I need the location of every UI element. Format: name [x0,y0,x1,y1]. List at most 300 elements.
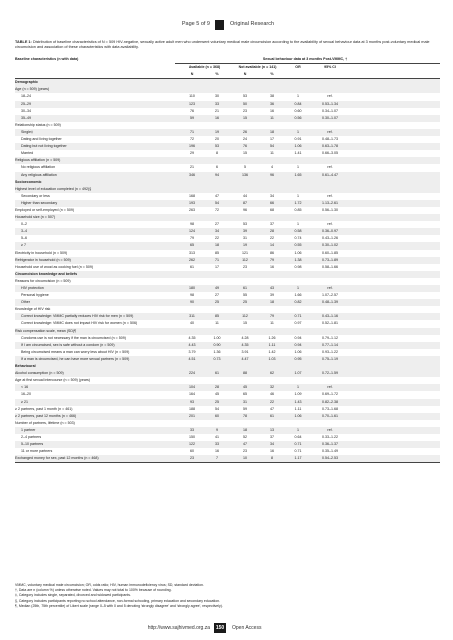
table-cell: 38 [270,94,274,99]
row-label: 35–49 [21,115,31,120]
table-cell: 23 [243,264,247,269]
table-cell: 71 [215,257,219,262]
table-cell: 1.17 [294,456,302,461]
table-cell: 0.36–1.37 [322,442,338,447]
row-label: Behavioural [15,364,36,369]
table-row [15,299,440,306]
table-cell: 0.66–3.05 [322,151,338,156]
row-label: 5–10 partners [21,442,44,447]
table-cell: 47 [270,406,274,411]
table-cell: 47 [215,193,219,198]
table-cell: 0.79–1.12 [322,335,338,340]
table-cell: 0.94 [294,335,302,340]
table-cell: 10 [243,456,247,461]
row-label: Age (n = 509) (years) [15,87,50,92]
table-cell: 17 [270,137,274,142]
col-head-or: OR [295,65,301,70]
section-row [15,179,440,186]
table-cell: 18 [243,427,247,432]
table-cell: 25 [215,399,219,404]
table-cell: 1 [297,129,299,134]
row-label: Dating and living together [21,137,62,142]
row-label: Higher than secondary [21,200,58,205]
table-cell: 188 [189,406,195,411]
table-row [15,292,440,299]
table-cell: 54 [270,144,274,149]
table-row [15,342,440,349]
table-cell: 0.30–1.02 [322,243,338,248]
table-cell: 0.64 [294,434,302,439]
table-row [15,250,440,257]
table-cell: 44 [243,193,247,198]
table-cell: 32 [270,385,274,390]
table-cell: 0.71 [294,442,302,447]
table-cell: 18 [215,243,219,248]
table-cell: 98 [190,222,194,227]
row-label: 16–20 [21,392,31,397]
footnote: VMMC, voluntary medical male circumcision; OR, odds ratio; HIV, human immunodeficiency virus; SD, standard deviation. [15,583,204,587]
table-cell: 0.72–1.59 [322,371,338,376]
footnote: †, Data are n (column %) unless otherwise noted. Values may not total to 100% because of rounding. [15,588,172,593]
table-row [15,377,440,384]
table-cell: 68 [270,207,274,212]
table-row [15,455,440,462]
table-cell: 53 [243,222,247,227]
table-cell: 23 [243,108,247,113]
table-cell: 78 [243,413,247,418]
table-cell: 4.28 [241,335,249,340]
table-cell: 11 [270,115,274,120]
table-row [15,164,440,171]
page-indicator: Page 5 of 9 [181,21,210,27]
row-label: Correct knowledge: VMMC partially reduces HIV risk for men (n = 509) [21,314,134,319]
table-cell: 88 [243,371,247,376]
row-label: 0–2 [21,222,27,227]
row-label: 3–4 [21,229,27,234]
section-row [15,79,440,86]
table-cell: 47 [243,442,247,447]
table-cell: 3.91 [241,349,249,354]
table-cell: 1.06 [294,250,302,255]
section-label: Original Research [230,21,275,27]
table-cell: 85 [215,250,219,255]
table-cell: 0.73–1.68 [322,406,338,411]
row-label: Secondary or less [21,193,50,198]
footnote: ‡, Category includes single, separated, divorced and widowed participants. [15,593,131,598]
table-cell: 1.06 [294,413,302,418]
row-label: Knowledge of HIV risk [15,307,51,312]
table-cell: 6 [216,165,218,170]
table-cell: 46 [270,392,274,397]
table-row [15,434,440,441]
table-cell: ref. [327,94,333,99]
table-cell: 311 [189,314,195,319]
table-cell: 123 [189,101,195,106]
row-label: ≥ 7 [21,243,26,248]
table-cell: ref. [327,427,333,432]
row-label: Risk compensation scale, mean (SD)¶ [15,328,77,333]
table-row [15,427,440,434]
table-cell: 8 [271,456,273,461]
table-cell: 72 [190,137,194,142]
table-cell: 24 [243,137,247,142]
table-row [15,186,440,193]
col-head-available: Available (n = 368) [188,65,221,70]
row-label: Demographic [15,80,38,85]
table-cell: 53 [215,144,219,149]
table-cell: 90 [190,300,194,305]
table-row [15,157,440,164]
table-cell: 72 [215,207,219,212]
table-cell: 25 [215,300,219,305]
table-row [15,172,440,179]
table-cell: 94 [215,172,219,177]
table-cell: 30 [215,94,219,99]
table-cell: 0.77–1.14 [322,342,338,347]
row-label: ≥ 21 [21,399,28,404]
table-cell: 13 [270,427,274,432]
row-label: Relationship status (n = 509) [15,122,61,127]
table-cell: 4.51 [188,356,196,361]
row-label: HIV protection [21,286,44,290]
table-cell: 34 [215,229,219,234]
table-cell: 0.34–1.07 [322,108,338,113]
table-cell: 0.97 [294,321,302,326]
table-row [15,193,440,200]
row-label: Electricity in household (n = 509) [15,250,68,255]
table-cell: 19 [215,129,219,134]
table-cell: 0.75–1.19 [322,356,338,361]
table-cell: 18 [270,300,274,305]
table-cell: 4.47 [241,356,249,361]
table-row [15,214,440,221]
open-access-label: Open Access [232,625,262,631]
table-row [15,406,440,413]
table-cell: 0.93–1.22 [322,349,338,354]
row-label: Employed or self-employed (n = 509) [15,207,75,212]
table-cell: 1.38 [294,257,302,262]
table-cell: 45 [215,392,219,397]
table-row [15,328,440,335]
table-cell: 1.07–2.57 [322,293,338,298]
table-cell: 27 [215,222,219,227]
table-cell: 79 [270,314,274,319]
table-cell: 1.13–2.61 [322,200,338,205]
table-row [15,257,440,264]
table-row [15,136,440,143]
table-cell: 15 [243,151,247,156]
row-label: Circumcision knowledge and beliefs [15,271,78,276]
table-end-rule [15,462,440,463]
table-caption [15,40,440,50]
table-row [15,122,440,129]
table-cell: 79 [190,236,194,241]
table-cell: 34 [270,442,274,447]
col-unit: N [243,72,247,77]
table-cell: 60 [215,413,219,418]
journal-url[interactable]: http://www.sajhivmed.org.za [147,625,210,631]
table-cell: 0.60 [294,108,302,113]
table-cell: 16 [215,449,219,454]
row-label: Reasons for circumcision (n = 509) [15,278,71,283]
table-cell: 1 [297,94,299,99]
table-cell: 1.03 [268,356,276,361]
table-cell: 23 [243,449,247,454]
table-cell: 0.35–1.49 [322,449,338,454]
row-label: Household use of wood as cooking fuel (n = 509) [15,264,94,269]
table-cell: 79 [270,257,274,262]
table-cell: 4.35 [241,342,249,347]
row-label: 2–4 partners [21,434,42,439]
table-cell: 164 [189,392,195,397]
table-cell: 28 [270,229,274,234]
table-cell: 59 [243,406,247,411]
row-label: 18–24 [21,94,31,99]
footnotes [15,583,440,609]
table-cell: 54 [215,200,219,205]
row-label: Dating but not living together [21,144,67,149]
table-cell: 1.06 [294,144,302,149]
table-row [15,448,440,455]
table-cell: 1.41 [294,151,302,156]
table-cell: 0.48–1.73 [322,137,338,142]
table-cell: 1.65 [294,172,302,177]
table-cell: 40 [190,321,194,326]
table-cell: 33 [190,427,194,432]
row-label: Refrigerator in household (n = 509) [15,257,71,262]
row-label: 11 or more partners [21,449,53,454]
table-cell: 0.85 [294,207,302,212]
col-unit: N [190,72,194,77]
table-cell: 121 [242,250,248,255]
table-row [15,150,440,157]
table-head-row [15,56,440,63]
table-cell: 27 [215,293,219,298]
table-cell: 49 [215,286,219,290]
table-cell: 262 [189,257,195,262]
table-cell: 86 [270,250,274,255]
table-cell: 14 [270,243,274,248]
table-row [15,108,440,115]
table-cell: 201 [189,413,195,418]
table-unit-row [15,71,440,78]
table-row [15,278,440,285]
row-label: 25–29 [21,101,31,106]
table-cell: 96 [243,207,247,212]
table-row [15,207,440,214]
table-row [15,86,440,93]
table-cell: 33 [215,101,219,106]
row-label: Married [21,151,34,156]
table-cell: 0.95 [294,356,302,361]
table-cell: 136 [242,172,248,177]
table-cell: 1.11 [294,406,302,411]
table-cell: 55 [243,293,247,298]
table-cell: 1 [297,385,299,390]
table-cell: 0.33–1.22 [322,434,338,439]
table-row [15,115,440,122]
row-label: Correct knowledge: VMMC does not impact HIV risk for women (n = 506) [21,321,138,326]
table-cell: 15 [243,115,247,120]
table-cell: 0.84 [294,101,302,106]
table-cell: 0.63–1.78 [322,144,338,149]
table-cell: 36 [270,101,274,106]
table-cell: 0.43–1.16 [322,314,338,319]
table-cell: 1.09 [294,392,302,397]
table-row [15,441,440,448]
table-cell: 61 [243,286,247,290]
table-cell: 313 [189,250,195,255]
table-row [15,264,440,271]
table-cell: 196 [189,144,195,149]
table-cell: ref. [327,222,333,227]
table-cell: 0.48–1.39 [322,300,338,305]
table-cell: 122 [189,442,195,447]
table-cell: 0.94 [294,342,302,347]
row-label: If I am circumcised, sex is safe without a condom (n = 509) [21,342,115,347]
table-row [15,399,440,406]
table-row [15,285,440,292]
table-cell: 85 [215,314,219,319]
table-cell: 0.98 [294,264,302,269]
table-cell: ref. [327,286,333,290]
table-cell: 0.82–2.38 [322,399,338,404]
table-row [15,228,440,235]
row-label: Condoms use is not necessary if the man is circumcised (n = 509) [21,335,126,340]
table-cell: 87 [243,200,247,205]
table-cell: 112 [242,257,248,262]
table-cell: 39 [270,293,274,298]
table-cell: 39 [243,229,247,234]
row-label: No religious affiliation [21,165,56,170]
col-head-ci: 95% CI [324,65,336,70]
table-cell: 1.07 [294,371,302,376]
table-row [15,335,440,342]
col-unit: % [215,72,219,77]
section-row [15,363,440,370]
table-row [15,306,440,313]
table-row [15,101,440,108]
table-cell: 54 [215,406,219,411]
table-cell: 65 [190,243,194,248]
table-cell: 0.60–1.85 [322,250,338,255]
col-unit: % [270,72,274,77]
table-cell: 1.43 [294,399,302,404]
col-head-characteristics: Baseline characteristics (n with data) [15,57,79,61]
table-cell: 21 [190,165,194,170]
table-cell: 60 [190,449,194,454]
table-cell: 18 [270,129,274,134]
col-head-not-available: Not available (n = 141) [238,65,277,70]
row-label: Household size (n = 507) [15,215,56,220]
row-label: Single‡ [21,129,33,134]
table-cell: 21 [215,108,219,113]
table-cell: 0.58–1.66 [322,264,338,269]
table-cell: 0.69–1.72 [322,392,338,397]
table-cell: ref. [327,129,333,134]
table-cell: 1 [297,427,299,432]
table-row [15,420,440,427]
table-cell: 0.71 [294,449,302,454]
table-cell: 37 [270,434,274,439]
row-label: 5–6 [21,236,27,241]
table-cell: 1 [297,193,299,198]
table-cell: 16 [270,449,274,454]
table-cell: 41 [215,434,219,439]
table-cell: 31 [243,236,247,241]
table-cell: 7 [216,456,218,461]
table-cell: 0.74 [294,236,302,241]
table-cell: 3.79 [188,349,196,354]
table-cell: 0.53–1.34 [322,101,338,106]
table-cell: 16 [270,108,274,113]
table-cell: 193 [189,200,195,205]
table-cell: 0.70–1.61 [322,413,338,418]
table-cell: 0.73–1.89 [322,257,338,262]
table-cell: 11 [215,321,219,326]
page-number: 150 [215,625,225,631]
table-cell: 5 [244,165,246,170]
table-cell: 61 [270,413,274,418]
table-caption-label: TABLE 1: [15,40,32,44]
table-cell: 0.55 [294,243,302,248]
table-cell: 15 [243,321,247,326]
table-cell: 9 [216,427,218,432]
table-cell: 53 [243,94,247,99]
table-cell: 16 [270,264,274,269]
table-cell: 1.26 [268,335,276,340]
table-row [15,129,440,136]
table-cell: 0.90 [213,342,221,347]
table-cell: 61 [215,371,219,376]
table-cell: ref. [327,385,333,390]
table-cell: 26 [243,129,247,134]
table-cell: 168 [189,193,195,198]
table-cell: 1.06 [294,349,302,354]
row-label: Religious affiliation (n = 509) [15,158,61,163]
table-cell: 11 [270,321,274,326]
table-cell: 0.91 [294,137,302,142]
table-row [15,349,440,356]
table-cell: 28 [215,385,219,390]
table-cell: 52 [243,434,247,439]
table-cell: 4.43 [188,342,196,347]
table-cell: 124 [189,229,195,234]
table-row [15,93,440,100]
table-cell: 76 [190,108,194,113]
table-cell: 0.43–1.26 [322,236,338,241]
footnote: ¶, Median (25th, 75th percentile) of Likert scale (range 0–5 with 0 and 5 denoting 'strongly disagree' and 'strongly agree', respectively). [15,603,223,608]
table-cell: 8 [216,151,218,156]
table-cell: 16 [215,115,219,120]
row-label: ≥ 2 partners, past 1 month (n = 461) [15,406,73,411]
table-cell: 1 [297,222,299,227]
table-cell: 59 [190,115,194,120]
table-cell: 4 [271,165,273,170]
row-label: 30–34 [21,108,31,113]
table-row [15,221,440,228]
table-row [15,413,440,420]
row-label: Alcohol consumption (n = 509) [15,371,64,376]
table-cell: 93 [190,399,194,404]
table-cell: 0.36–0.97 [322,229,338,234]
table-row [15,391,440,398]
row-label: Socioeconomic [15,179,42,184]
page-header [0,20,453,32]
table-cell: 11 [270,151,274,156]
table-cell: 66 [270,200,274,205]
table-cell: 0.58 [294,229,302,234]
